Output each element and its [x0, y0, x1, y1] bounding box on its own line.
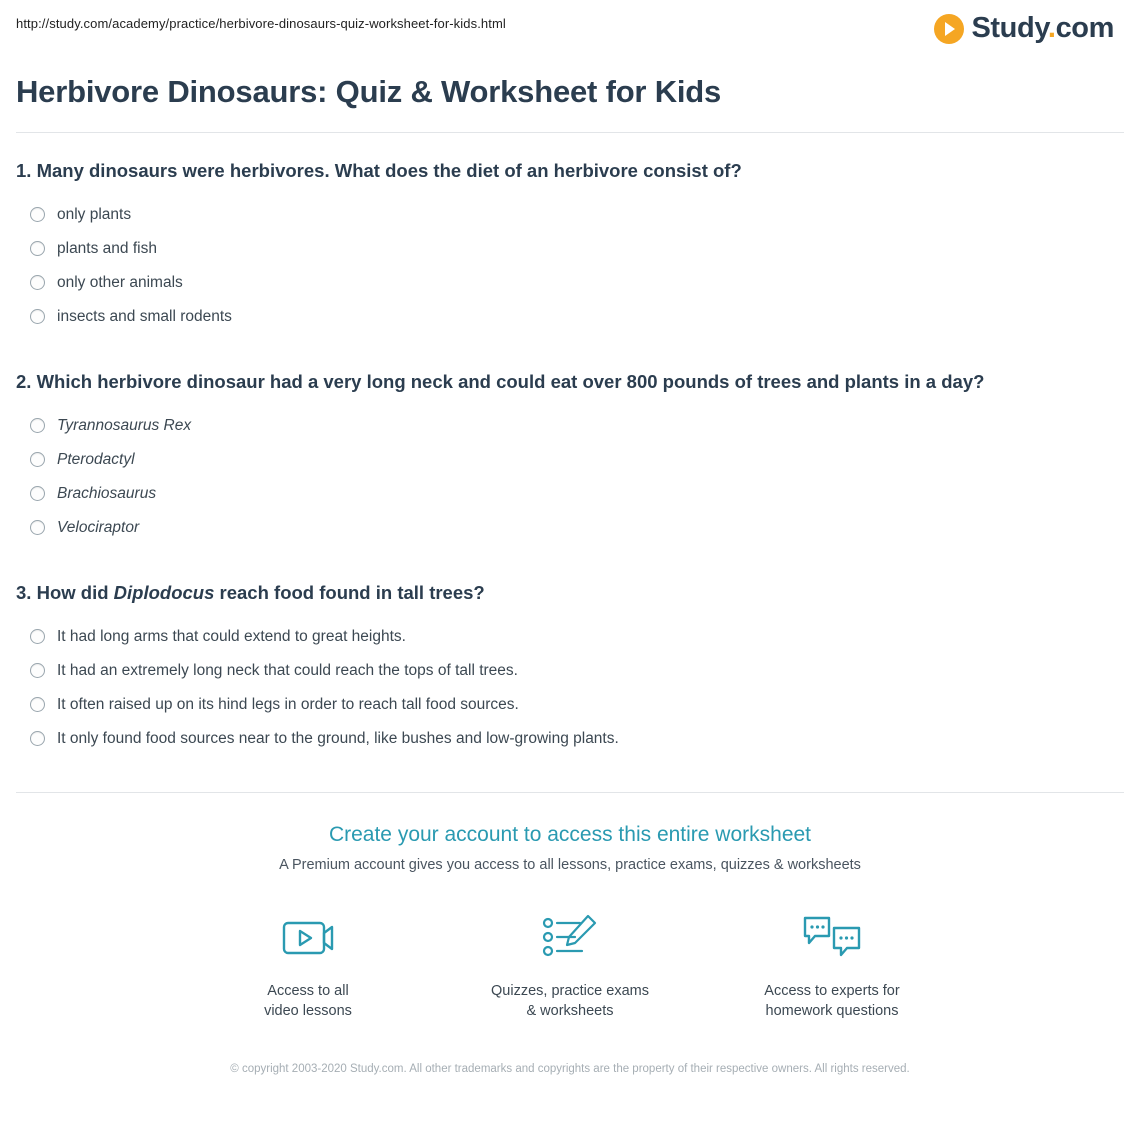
logo-dot: . [1047, 12, 1056, 44]
answer-option[interactable] [16, 620, 1124, 654]
feature-item [747, 907, 917, 1021]
answer-options [16, 620, 1124, 756]
answer-label: Tyrannosaurus Rex [57, 416, 192, 434]
radio-button-icon[interactable] [30, 663, 45, 678]
radio-button-icon[interactable] [30, 697, 45, 712]
answer-label: plants and fish [57, 239, 157, 257]
question-text: Which herbivore dinosaur had a very long neck and could eat over 800 pounds of trees and plants in a day? [36, 370, 985, 392]
answer-option[interactable] [16, 232, 1124, 266]
checklist-pencil-icon [485, 907, 655, 967]
feature-label [223, 981, 393, 1021]
answer-label: only plants [57, 205, 132, 223]
answer-option[interactable] [16, 477, 1124, 511]
question-number: 1. [16, 160, 32, 181]
upsell-subtitle: A Premium account gives you access to all lessons, practice exams, quizzes & worksheets [279, 856, 861, 873]
feature-item [485, 907, 655, 1021]
question-item [16, 370, 1124, 545]
answer-options [16, 409, 1124, 545]
chat-bubbles-icon [747, 907, 917, 967]
feature-label [485, 981, 655, 1021]
question-prompt [16, 581, 1124, 606]
study-com-logo [934, 12, 1124, 45]
answer-label: Pterodactyl [57, 450, 135, 468]
upsell-section [16, 793, 1124, 1096]
question-prompt [16, 370, 1124, 395]
logo-wordmark [971, 12, 1114, 45]
question-prompt [16, 159, 1124, 184]
answer-option[interactable] [16, 300, 1124, 334]
feature-list [16, 907, 1124, 1021]
video-play-icon [223, 907, 393, 967]
answer-option[interactable] [16, 266, 1124, 300]
upsell-title[interactable]: Create your account to access this entire worksheet [328, 822, 812, 846]
answer-option[interactable] [16, 722, 1124, 756]
question-item [16, 159, 1124, 334]
feature-label-line1: Quizzes, practice exams [491, 982, 649, 999]
radio-button-icon[interactable] [30, 452, 45, 467]
copyright-text: © copyright 2003-2020 Study.com. All other trademarks and copyrights are the property of their respective owners. All rights reserved. [230, 1062, 910, 1075]
answer-label: It only found food sources near to the ground, like bushes and low-growing plants. [57, 729, 619, 747]
page-title: Herbivore Dinosaurs: Quiz & Worksheet for Kids [16, 74, 722, 109]
feature-label [747, 981, 917, 1021]
radio-button-icon[interactable] [30, 418, 45, 433]
logo-name: Study [971, 12, 1048, 44]
radio-button-icon[interactable] [30, 275, 45, 290]
question-item [16, 581, 1124, 756]
feature-label-line2: homework questions [765, 1002, 899, 1019]
question-text-after: reach food found in tall trees? [214, 581, 485, 603]
logo-com: com [1055, 12, 1114, 44]
answer-label: Brachiosaurus [57, 484, 157, 502]
feature-label-line2: video lessons [264, 1002, 352, 1019]
question-text: Many dinosaurs were herbivores. What does the diet of an herbivore consist of? [36, 160, 742, 181]
question-number: 2. [16, 370, 32, 392]
answer-label: It had an extremely long neck that could reach the tops of tall trees. [57, 661, 518, 679]
radio-button-icon[interactable] [30, 486, 45, 501]
answer-option[interactable] [16, 409, 1124, 443]
feature-item [223, 907, 393, 1021]
question-text: How did [36, 581, 114, 603]
radio-button-icon[interactable] [30, 309, 45, 324]
answer-label: only other animals [57, 273, 183, 291]
page-url: http://study.com/academy/practice/herbivore-dinosaurs-quiz-worksheet-for-kids.html [16, 16, 506, 31]
page-header [16, 0, 1124, 56]
feature-label-line1: Access to all [267, 982, 349, 999]
questions-list [16, 133, 1124, 756]
answer-label: It had long arms that could extend to great heights. [57, 627, 406, 645]
answer-label: Velociraptor [57, 518, 140, 536]
answer-option[interactable] [16, 654, 1124, 688]
answer-label: insects and small rodents [57, 307, 232, 325]
play-circle-icon [934, 14, 964, 44]
radio-button-icon[interactable] [30, 241, 45, 256]
radio-button-icon[interactable] [30, 629, 45, 644]
question-number: 3. [16, 581, 32, 603]
question-italic-term: Diplodocus [113, 581, 215, 603]
feature-label-line2: & worksheets [526, 1002, 614, 1019]
answer-options [16, 198, 1124, 334]
radio-button-icon[interactable] [30, 520, 45, 535]
radio-button-icon[interactable] [30, 731, 45, 746]
answer-label: It often raised up on its hind legs in order to reach tall food sources. [57, 695, 519, 713]
feature-label-line1: Access to experts for [764, 982, 900, 999]
answer-option[interactable] [16, 688, 1124, 722]
answer-option[interactable] [16, 511, 1124, 545]
answer-option[interactable] [16, 198, 1124, 232]
radio-button-icon[interactable] [30, 207, 45, 222]
answer-option[interactable] [16, 443, 1124, 477]
